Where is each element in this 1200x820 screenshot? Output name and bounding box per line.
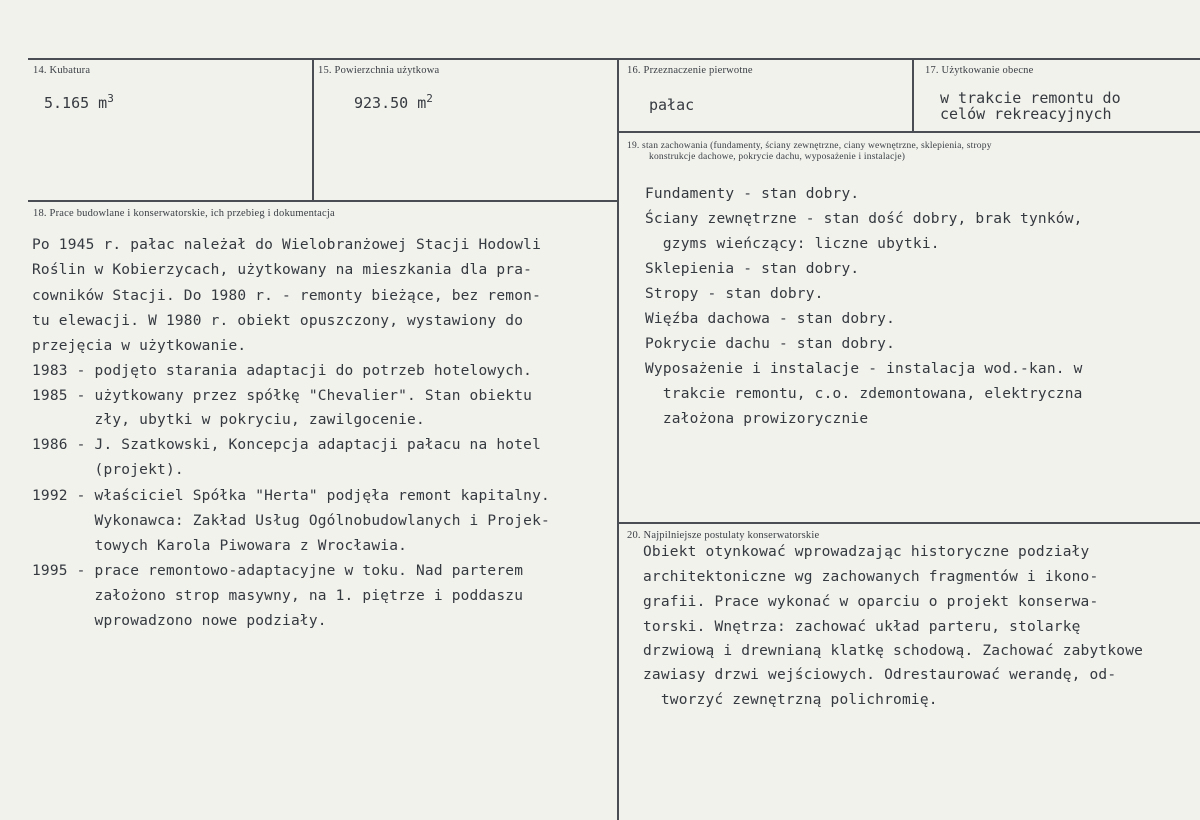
- prace-line: (projekt).: [32, 462, 184, 478]
- postulaty-line: torski. Wnętrza: zachować układ parteru, stolarkę: [643, 619, 1081, 635]
- prace-line: Po 1945 r. pałac należał do Wielobranżowej Stacji Hodowli: [32, 237, 541, 253]
- stan-line: Fundamenty - stan dobry.: [645, 186, 860, 202]
- stan-line: Sklepienia - stan dobry.: [645, 261, 860, 277]
- field-17-value-line-2: celów rekreacyjnych: [940, 105, 1112, 123]
- field-14-value: [44, 92, 114, 112]
- prace-line: założono strop masywny, na 1. piętrze i poddaszu: [32, 588, 524, 604]
- field-19-label-line-2: konstrukcje dachowe, pokrycie dachu, wyposażenie i instalacje): [649, 152, 906, 162]
- field-20-label: 20. Najpilniejsze postulaty konserwatorskie: [627, 530, 820, 541]
- prace-line: 1992 - właściciel Spółka "Herta" podjęła remont kapitalny.: [32, 488, 550, 504]
- stan-line: Wyposażenie i instalacje - instalacja wod.-kan. w: [645, 361, 1083, 377]
- prace-line: Roślin w Kobierzycach, użytkowany na mieszkania dla pra-: [32, 262, 533, 278]
- field-16-value: pałac: [649, 96, 695, 114]
- postulaty-line: Obiekt otynkować wprowadzając historyczne podziały: [643, 544, 1090, 560]
- divider-16-17: [912, 58, 914, 132]
- postulaty-line: drzwiową i drewnianą klatkę schodową. Zachować zabytkowe: [643, 643, 1144, 659]
- powierzchnia-unit-exponent: 2: [426, 92, 433, 105]
- field-15-value: [354, 92, 433, 112]
- stan-line: gzyms wieńczący: liczne ubytki.: [645, 236, 940, 252]
- stan-line: trakcie remontu, c.o. zdemontowana, elektryczna: [645, 386, 1083, 402]
- rule-under-16-17: [617, 131, 1200, 133]
- stan-line: Pokrycie dachu - stan dobry.: [645, 336, 896, 352]
- divider-14-15: [312, 58, 314, 201]
- field-19-label-line-1: 19. stan zachowania (fundamenty, ściany zewnętrzne, ciany wewnętrzne, sklepienia, stropy: [627, 141, 992, 151]
- prace-line: tu elewacji. W 1980 r. obiekt opuszczony, wystawiony do: [32, 313, 524, 329]
- field-17-label: 17. Użytkowanie obecne: [925, 65, 1034, 76]
- stan-line: Stropy - stan dobry.: [645, 286, 824, 302]
- prace-line: 1986 - J. Szatkowski, Koncepcja adaptacji pałacu na hotel: [32, 437, 541, 453]
- postulaty-line: zawiasy drzwi wejściowych. Odrestaurować werandę, od-: [643, 667, 1117, 683]
- powierzchnia-number: 923.50 m: [354, 94, 427, 112]
- kubatura-number: 5.165 m: [44, 94, 108, 112]
- postulaty-line: architektoniczne wg zachowanych fragmentów i ikono-: [643, 569, 1099, 585]
- stan-line: założona prowizorycznie: [645, 411, 869, 427]
- prace-line: cowników Stacji. Do 1980 r. - remonty bieżące, bez remon-: [32, 288, 541, 304]
- field-15-label: 15. Powierzchnia użytkowa: [318, 65, 440, 76]
- stan-line: Więźba dachowa - stan dobry.: [645, 311, 896, 327]
- field-18-label: 18. Prace budowlane i konserwatorskie, ich przebieg i dokumentacja: [33, 208, 335, 219]
- postulaty-line: tworzyć zewnętrzną polichromię.: [643, 692, 938, 708]
- prace-line: przejęcia w użytkowanie.: [32, 338, 247, 354]
- prace-line: towych Karola Piwowara z Wrocławia.: [32, 538, 408, 554]
- postulaty-line: grafii. Prace wykonać w oparciu o projekt konserwa-: [643, 594, 1099, 610]
- prace-line: 1983 - podjęto starania adaptacji do potrzeb hotelowych.: [32, 363, 533, 379]
- prace-line: zły, ubytki w pokryciu, zawilgocenie.: [32, 412, 425, 428]
- center-divider: [617, 58, 619, 820]
- rule-above-20: [617, 522, 1200, 524]
- top-rule: [28, 58, 1200, 60]
- stan-line: Ściany zewnętrzne - stan dość dobry, brak tynków,: [645, 211, 1083, 227]
- prace-line: wprowadzono nowe podziały.: [32, 613, 327, 629]
- prace-line: 1995 - prace remontowo-adaptacyjne w toku. Nad parterem: [32, 563, 524, 579]
- field-14-label: 14. Kubatura: [33, 65, 91, 76]
- field-16-label: 16. Przeznaczenie pierwotne: [627, 65, 753, 76]
- kubatura-unit-exponent: 3: [107, 92, 114, 105]
- prace-line: Wykonawca: Zakład Usług Ogólnobudowlanych i Projek-: [32, 513, 550, 529]
- rule-above-18: [28, 200, 618, 202]
- prace-line: 1985 - użytkowany przez spółkę "Chevalier". Stan obiektu: [32, 388, 533, 404]
- field-17-value-line-1: w trakcie remontu do: [940, 89, 1121, 107]
